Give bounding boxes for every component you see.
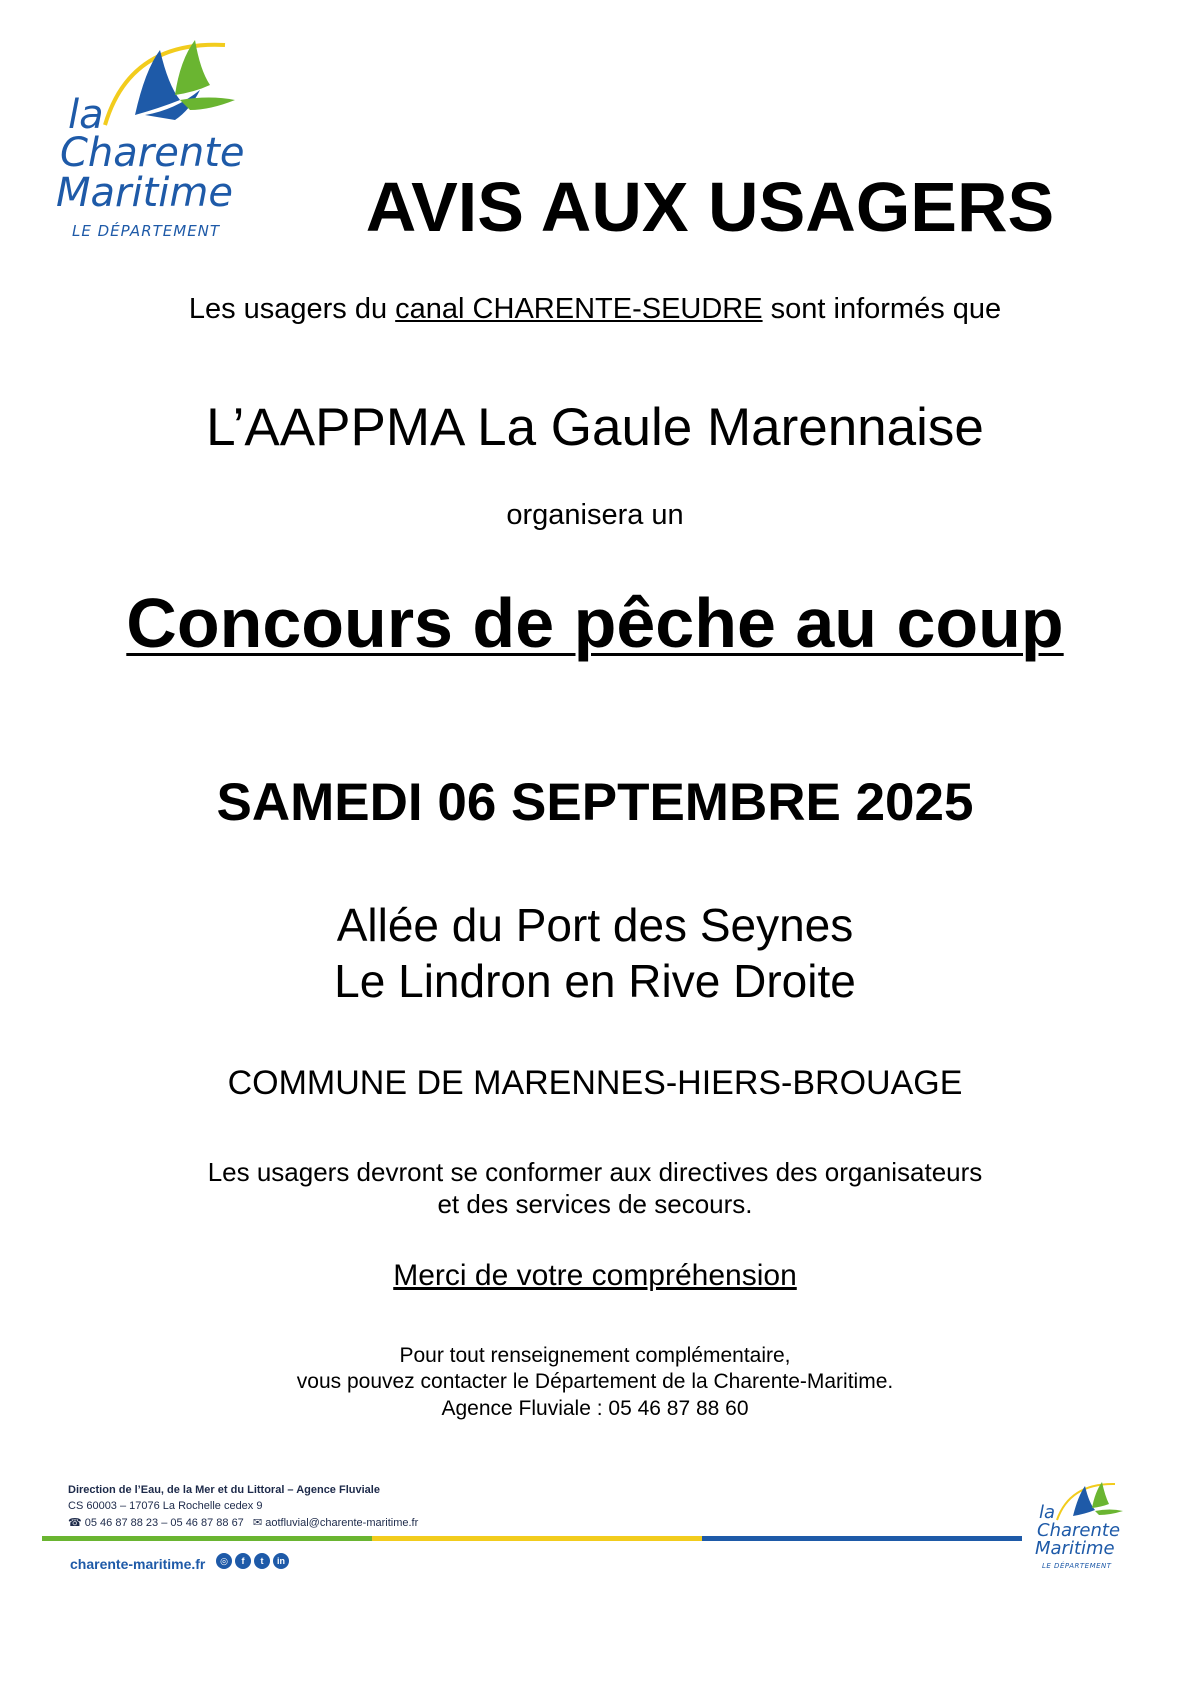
footer-email[interactable]: aotfluvial@charente-maritime.fr (265, 1517, 419, 1529)
logo-text-maritime: Maritime (1035, 1538, 1115, 1559)
info-line-1: Pour tout renseignement complémentaire, (399, 1344, 791, 1367)
linkedin-icon[interactable]: in (273, 1553, 289, 1569)
notice-title: AVIS AUX USAGERS (365, 168, 1055, 246)
intro-after: sont informés que (762, 293, 1002, 325)
commune-name: COMMUNE DE MARENNES-HIERS-BROUAGE (227, 1064, 963, 1102)
logo-text-maritime: Maritime (56, 170, 233, 216)
social-links (216, 1552, 292, 1570)
department-logo (50, 30, 260, 240)
mail-icon: ✉ (246, 1517, 266, 1529)
thanks-text: Merci de votre compréhension (393, 1259, 797, 1292)
instagram-icon[interactable]: ◎ (216, 1553, 232, 1569)
info-line-3: Agence Fluviale : 05 46 87 88 60 (441, 1397, 749, 1420)
rules-line-2: et des services de secours. (437, 1189, 753, 1219)
logo-text-la: la (1039, 1502, 1056, 1523)
facebook-icon[interactable]: f (235, 1553, 251, 1569)
address-line-1: Allée du Port des Seynes (336, 899, 854, 951)
logo-text-charente: Charente (1037, 1520, 1121, 1541)
intro-before: Les usagers du (188, 293, 396, 325)
footer-phone: 05 46 87 88 23 – 05 46 87 88 67 (84, 1517, 244, 1529)
logo-text-departement: LE DÉPARTEMENT (1042, 1562, 1112, 1570)
twitter-icon[interactable]: t (254, 1553, 270, 1569)
logo-text-charente: Charente (60, 130, 245, 176)
footer-address: CS 60003 – 17076 La Rochelle cedex 9 (68, 1500, 263, 1512)
intro-line (0, 292, 1190, 327)
event-date: SAMEDI 06 SEPTEMBRE 2025 (216, 773, 974, 832)
footer-website[interactable]: charente-maritime.fr (70, 1556, 206, 1572)
canal-name: canal CHARENTE-SEUDRE (395, 293, 763, 325)
logo-text-departement: LE DÉPARTEMENT (72, 222, 221, 240)
footer-color-bar (42, 1536, 1022, 1541)
organisera-text: organisera un (506, 499, 684, 531)
footer-logo (1035, 1478, 1145, 1578)
phone-icon: ☎ (68, 1517, 85, 1529)
rules-line-1: Les usagers devront se conformer aux directives des organisateurs (207, 1157, 983, 1187)
organizer-name: L’AAPPMA La Gaule Marennaise (206, 398, 984, 457)
logo-text-la: la (68, 92, 104, 138)
footer-direction: Direction de l’Eau, de la Mer et du Littoral – Agence Fluviale (68, 1484, 380, 1496)
footer-contact (68, 1516, 418, 1529)
address-line-2: Le Lindron en Rive Droite (334, 955, 856, 1007)
info-line-2: vous pouvez contacter le Département de la Charente-Maritime. (296, 1370, 894, 1393)
event-title: Concours de pêche au coup (126, 584, 1064, 662)
